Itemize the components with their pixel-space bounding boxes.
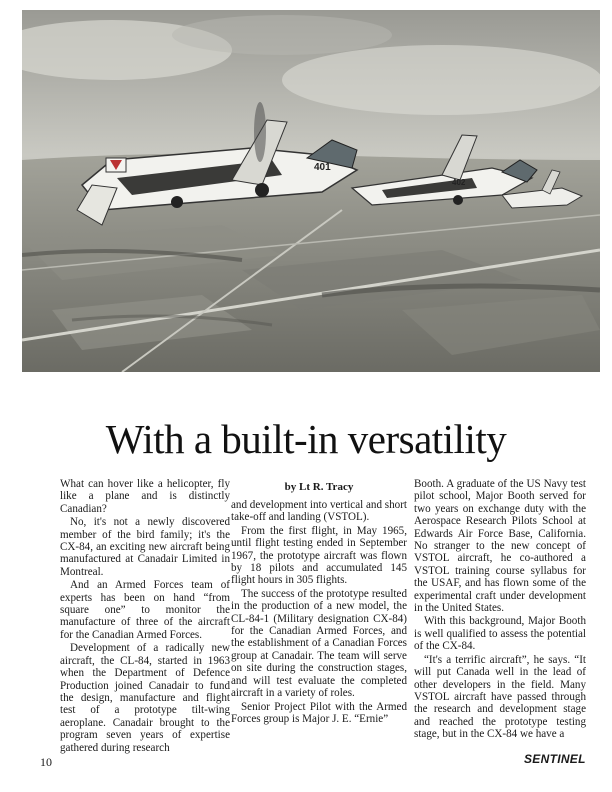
paragraph: What can hover like a helicopter, fly like a plane and is distinctly Canadian?: [60, 478, 230, 515]
trail-aircraft-number: 402: [452, 178, 466, 187]
paragraph: “It's a terrific aircraft”, he says. “It will put Canada well in the lead of other developers in the field. Many VSTOL aircraft have passed through the research and development stage and reached the prototype testing stage, but in the CX-84 we have a: [414, 653, 586, 741]
article-column-1: [60, 478, 230, 755]
paragraph: Development of a radically new aircraft, the CL-84, started in 1963 when the Department of Defence Production joined Canadair to fund the design, manufacture and flight test of a prototype tilt-wing aeroplane. Canadair brought to the program seven years of expertise gathered during research: [60, 642, 230, 754]
article-headline: With a built-in versatility: [105, 416, 507, 462]
publication-name: SENTINEL: [524, 752, 586, 766]
page-number: 10: [40, 755, 52, 769]
paragraph: Senior Project Pilot with the Armed Forces group is Major J. E. “Ernie”: [231, 700, 407, 725]
paragraph: Booth. A graduate of the US Navy test pilot school, Major Booth served for two years on exchange duty with the Aerospace Research Pilots School at Edwards Air Force Base, California. No stranger to the new concept of VSTOL aircraft, he co-authored a VSTOL training course syllabus for the USAF, and has flown some of the experimental craft under development in the United States.: [414, 478, 586, 615]
lead-aircraft-number: 401: [314, 162, 331, 173]
paragraph: No, it's not a newly discovered member of the bird family; it's the CX-84, an exciting new aircraft being manufactured at Canadair Limited in Montreal.: [60, 516, 230, 578]
article-column-3: [414, 478, 586, 742]
paragraph: With this background, Major Booth is well qualified to assess the potential of the CX-84.: [414, 615, 586, 653]
paragraph: and development into vertical and short take-off and landing (VSTOL).: [231, 499, 407, 524]
aircraft-illustration: [22, 10, 600, 372]
byline: by Lt R. Tracy: [284, 481, 354, 493]
paragraph: From the first flight, in May 1965, until flight testing ended in September 1967, the prototype aircraft was flown by 18 pilots and accumulated 145 flight hours in 305 flights.: [231, 524, 407, 587]
article-column-2: [231, 499, 407, 726]
paragraph: The success of the prototype resulted in the production of a new model, the CL-84-1 (Military designation CX-84) for the Canadian Armed Forces, and the establishment of a Canadian Forces group at Canadair. The team will serve on site during the construction stages, and will test evaluate the completed aircraft in a variety of roles.: [231, 587, 407, 700]
paragraph: And an Armed Forces team of experts has been on hand “from square one” to monitor the manufacture of three of the aircraft for the Canadian Armed Forces.: [60, 579, 230, 641]
